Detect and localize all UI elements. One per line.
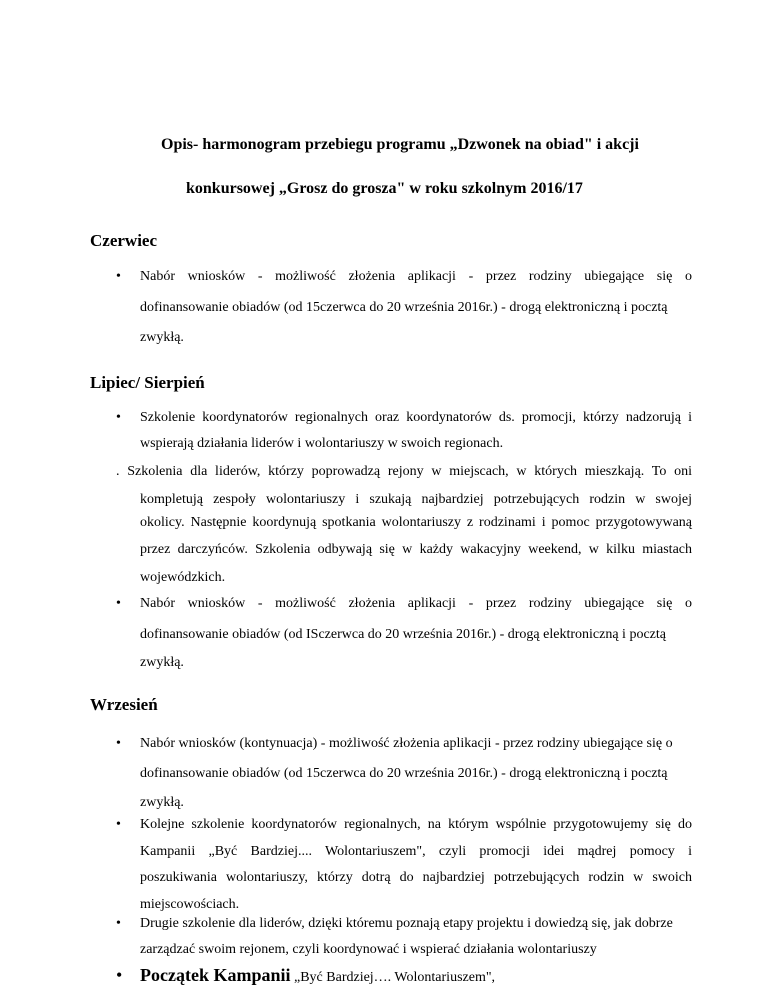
paragraph-line: Drugie szkolenie dla liderów, dzięki któremu poznają etapy projektu i dowiedzą się, jak dobrze [140, 916, 673, 931]
paragraph-line: poszukiwania wolontariuszy, którzy dotrą do najbardziej potrzebujących rodzin w swoich [140, 870, 692, 885]
paragraph-line: Szkolenie koordynatorów regionalnych oraz koordynatorów ds. promocji, którzy nadzorują i [140, 410, 692, 425]
paragraph-line: Kampanii „Być Bardziej.... Wolontariuszem", czyli promocji idei mądrej pomocy i [140, 844, 692, 859]
campaign-start-bold: Początek Kampanii [140, 965, 291, 985]
paragraph-line: przez darczyńców. Szkolenia odbywają się w każdy wakacyjny weekend, w kilku miastach [140, 542, 692, 557]
section-heading-czerwiec: Czerwiec [90, 231, 158, 250]
paragraph-line: zwykłą. [140, 795, 184, 810]
paragraph-line: Nabór wniosków - możliwość złożenia aplikacji - przez rodziny ubiegające się o [140, 596, 692, 611]
title-line-2: konkursowej „Grosz do grosza" w roku szkolnym 2016/17 [186, 180, 583, 197]
paragraph-line: dofinansowanie obiadów (od 15czerwca do 20 września 2016r.) - drogą elektroniczną i pocztą [140, 766, 668, 781]
paragraph-line: wojewódzkich. [140, 570, 226, 585]
bullet-icon: • [116, 736, 121, 751]
paragraph-line: kompletują zespoły wolontariuszy i szukają najbardziej potrzebujących rodzin w swojej [140, 492, 692, 507]
paragraph-line: miejscowościach. [140, 897, 240, 912]
paragraph-line: okolicy. Następnie koordynują spotkania wolontariuszy z rodzinami i pomoc przygotowywaną [140, 515, 692, 530]
campaign-start-rest: „Być Bardziej…. Wolontariuszem", [294, 970, 496, 985]
paragraph-line: dofinansowanie obiadów (od 15czerwca do 20 września 2016r.) - drogą elektroniczną i pocztą [140, 300, 668, 315]
paragraph-line: Nabór wniosków - możliwość złożenia aplikacji - przez rodziny ubiegające się o [140, 269, 692, 284]
section-heading-wrzesien: Wrzesień [90, 695, 158, 714]
bullet-icon: • [116, 596, 121, 611]
paragraph-line: zwykłą. [140, 655, 184, 670]
paragraph-line: zarządzać swoim rejonem, czyli koordynować i wspierać działania wolontariuszy [140, 942, 597, 957]
campaign-start-line [140, 966, 495, 985]
paragraph-line: zwykłą. [140, 330, 184, 345]
paragraph-line: dofinansowanie obiadów (od ISczerwca do 20 września 2016r.) - drogą elektroniczną i pocztą [140, 627, 666, 642]
paragraph-line: Kolejne szkolenie koordynatorów regionalnych, na którym wspólnie przygotowujemy się do [140, 817, 692, 832]
bullet-icon: • [116, 916, 121, 931]
title-line-1: Opis- harmonogram przebiegu programu „Dzwonek na obiad" i akcji [161, 136, 639, 153]
paragraph-line: Nabór wniosków (kontynuacja) - możliwość złożenia aplikacji - przez rodziny ubiegające się o [140, 736, 673, 751]
paragraph-line: wspierają działania liderów i wolontariuszy w swoich regionach. [140, 436, 504, 451]
bullet-icon: • [116, 817, 121, 832]
section-heading-lipiec-sierpien: Lipiec/ Sierpień [90, 373, 205, 392]
paragraph-line: . Szkolenia dla liderów, którzy poprowadzą rejony w miejscach, w których mieszkają. To oni [116, 464, 692, 479]
bullet-icon: • [116, 269, 121, 284]
bullet-icon: • [116, 965, 123, 985]
bullet-icon: • [116, 410, 121, 425]
